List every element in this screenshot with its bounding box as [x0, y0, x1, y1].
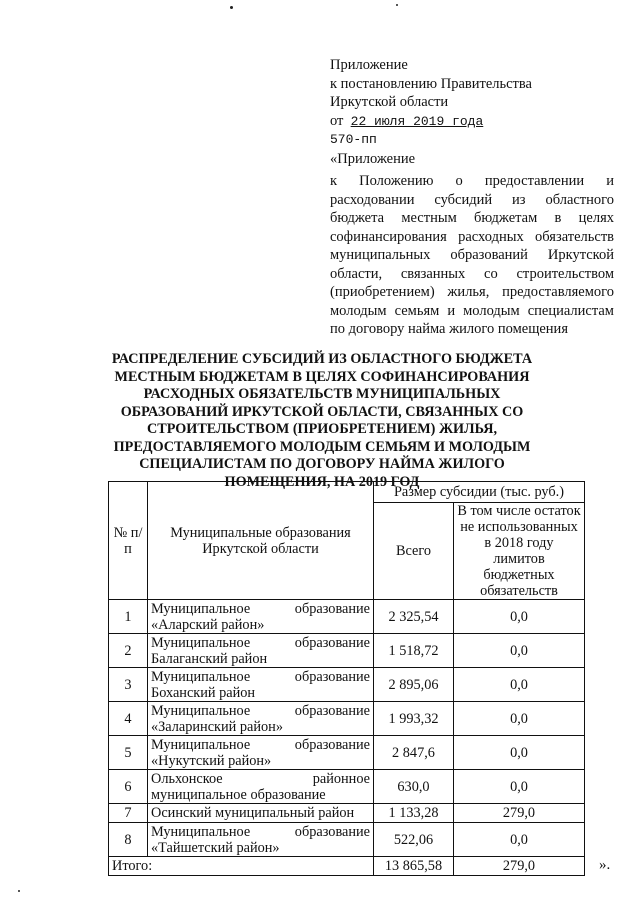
row-num: 8	[109, 823, 148, 857]
date-value: 22 июля 2019 года	[350, 113, 484, 129]
row-num: 2	[109, 634, 148, 668]
table-row	[109, 668, 585, 702]
row-total: 1 518,72	[374, 634, 454, 668]
row-total: 2 325,54	[374, 600, 454, 634]
sub-appendix-title: «Приложение	[330, 150, 416, 167]
row-name: Муниципальное образование «Тайшетский район»	[148, 823, 374, 857]
table-row	[109, 634, 585, 668]
totals-total: 13 865,58	[374, 857, 454, 876]
header-total: Всего	[374, 503, 454, 600]
appendix-line-2: к постановлению Правительства	[330, 75, 532, 92]
row-remainder: 0,0	[454, 823, 585, 857]
document-title: РАСПРЕДЕЛЕНИЕ СУБСИДИЙ ИЗ ОБЛАСТНОГО БЮДЖЕТА МЕСТНЫМ БЮДЖЕТАМ В ЦЕЛЯХ СОФИНАНСИРОВАНИЯ РАСХОДНЫХ ОБЯЗАТЕЛЬСТВ МУНИЦИПАЛЬНЫХ ОБРАЗОВАНИЙ ИРКУТСКОЙ ОБЛАСТИ, СВЯЗАННЫХ СО СТРОИТЕЛЬСТВОМ (ПРИОБРЕТЕНИЕМ) ЖИЛЬЯ, ПРЕДОСТАВЛЯЕМОГО МОЛОДЫМ СЕМЬЯМ И МОЛОДЫМ СПЕЦИАЛИСТАМ ПО ДОГОВОРУ НАЙМА ЖИЛОГО ПОМЕЩЕНИЯ, НА 2019 ГОД	[111, 351, 533, 490]
scan-speck	[18, 890, 20, 892]
date-prefix: от	[330, 112, 344, 129]
row-name: Осинский муниципальный район	[148, 804, 374, 823]
subsidy-table	[108, 481, 585, 876]
table-row	[109, 736, 585, 770]
row-remainder: 0,0	[454, 668, 585, 702]
closing-quote: ».	[599, 857, 611, 873]
row-num: 1	[109, 600, 148, 634]
row-remainder: 279,0	[454, 804, 585, 823]
row-remainder: 0,0	[454, 634, 585, 668]
header-num: № п/п	[109, 482, 148, 600]
row-total: 2 895,06	[374, 668, 454, 702]
row-total: 1 993,32	[374, 702, 454, 736]
totals-label: Итого:	[109, 857, 374, 876]
row-name: Ольхонское районное муниципальное образование	[148, 770, 374, 804]
header-remainder: В том числе остаток не использованных в 2018 году лимитов бюджетных обязательств	[454, 503, 585, 600]
totals-remainder: 279,0	[454, 857, 585, 876]
table-row	[109, 804, 585, 823]
row-name: Муниципальное образование «Аларский район»	[148, 600, 374, 634]
table-row	[109, 600, 585, 634]
scan-speck	[230, 6, 233, 9]
totals-row	[109, 857, 585, 876]
row-total: 630,0	[374, 770, 454, 804]
row-num: 4	[109, 702, 148, 736]
table-row	[109, 770, 585, 804]
row-remainder: 0,0	[454, 702, 585, 736]
row-remainder: 0,0	[454, 736, 585, 770]
appendix-line-1: Приложение	[330, 57, 408, 73]
row-remainder: 0,0	[454, 770, 585, 804]
header-municipality: Муниципальные образования Иркутской области	[148, 482, 374, 600]
row-num: 5	[109, 736, 148, 770]
header-subsidy-size: Размер субсидии (тыс. руб.)	[374, 482, 585, 503]
row-num: 6	[109, 770, 148, 804]
appendix-block	[330, 56, 614, 339]
row-name: Муниципальное образование «Заларинский район»	[148, 702, 374, 736]
row-total: 522,06	[374, 823, 454, 857]
row-name: Муниципальное образование Боханский район	[148, 668, 374, 702]
row-num: 7	[109, 804, 148, 823]
row-name: Муниципальное образование Балаганский район	[148, 634, 374, 668]
sub-appendix-text: к Положению о предоставлении и расходовании субсидий из областного бюджета местным бюджетам в целях софинансирования расходных обязательств муниципальных образований Иркутской области, связанных со строительством (приобретением) жилья, предоставляемого молодым семьям и молодым специалистам по договору найма жилого помещения	[330, 173, 614, 337]
appendix-date-line	[330, 112, 614, 132]
row-num: 3	[109, 668, 148, 702]
resolution-number: 570-пп	[330, 132, 377, 147]
scan-speck	[396, 4, 398, 6]
row-remainder: 0,0	[454, 600, 585, 634]
row-total: 2 847,6	[374, 736, 454, 770]
table-row	[109, 702, 585, 736]
appendix-line-3: Иркутской области	[330, 94, 449, 110]
row-total: 1 133,28	[374, 804, 454, 823]
row-name: Муниципальное образование «Нукутский район»	[148, 736, 374, 770]
table-row	[109, 823, 585, 857]
